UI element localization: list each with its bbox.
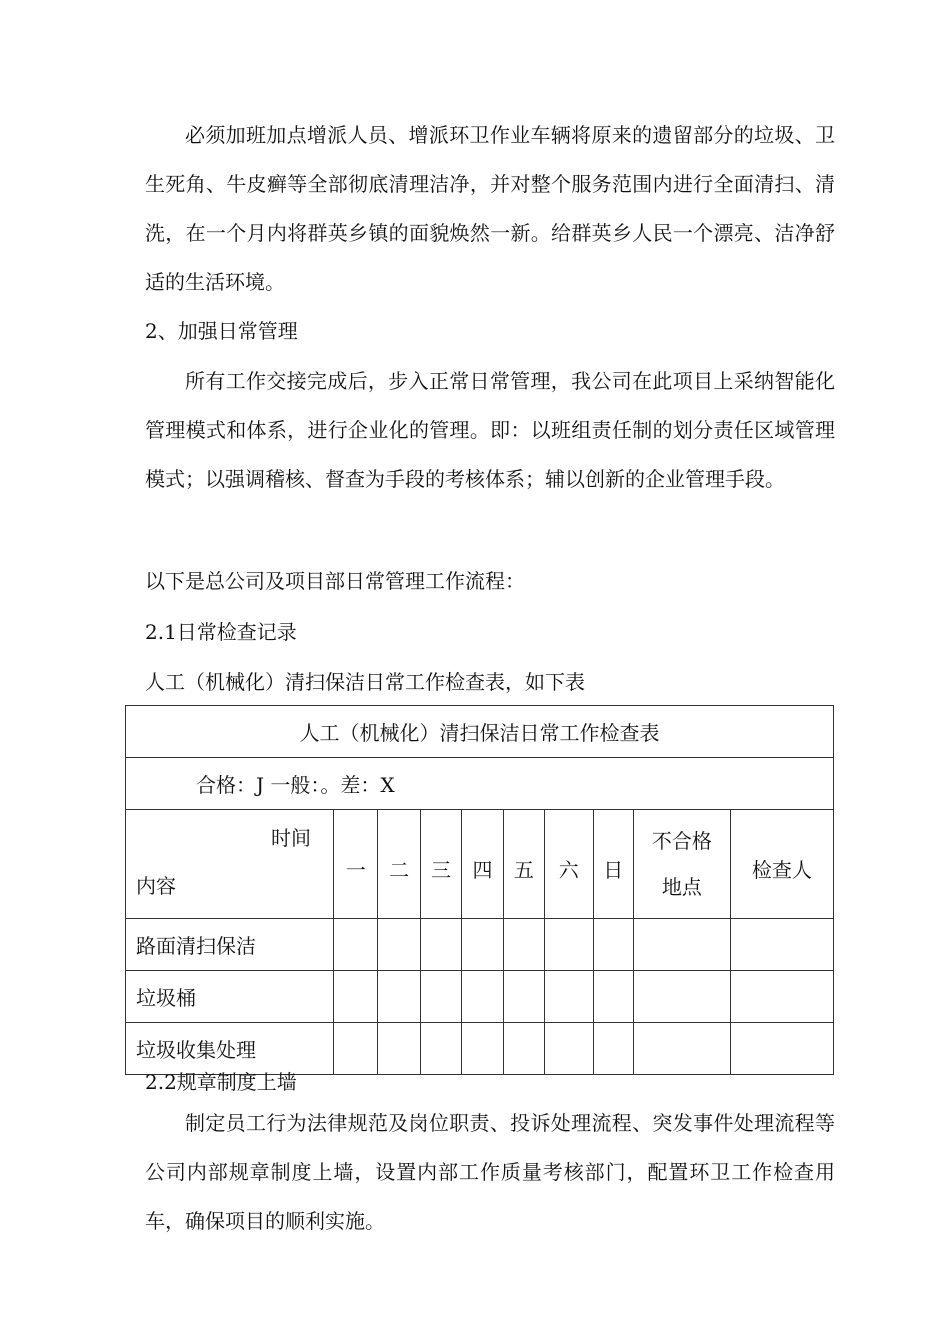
check-cell[interactable] — [593, 1023, 633, 1075]
paragraph-management-model: 所有工作交接完成后，步入正常日常管理，我公司在此项目上采纳智能化管理模式和体系，进行企业化的管理。即：以班组责任制的划分责任区域管理模式；以强调稽核、督查为手段的考核体系；辅以创新的企业管理手段。 — [145, 369, 835, 491]
row-label: 垃圾桶 — [126, 971, 334, 1023]
check-cell[interactable] — [503, 1023, 544, 1075]
check-cell[interactable] — [334, 1023, 378, 1075]
check-cell[interactable] — [334, 971, 378, 1023]
heading-daily-inspection: 2.1日常检查记录 — [145, 620, 297, 644]
check-cell[interactable] — [503, 971, 544, 1023]
inspector-header: 检查人 — [730, 810, 833, 919]
corner-header — [126, 810, 334, 919]
day-header: 六 — [545, 810, 593, 919]
day-header: 四 — [462, 810, 503, 919]
check-cell[interactable] — [420, 1023, 461, 1075]
day-header: 五 — [503, 810, 544, 919]
paragraph-cleanup: 必须加班加点增派人员、增派环卫作业车辆将原来的遗留部分的垃圾、卫生死角、牛皮癣等全部彻底清理洁净，并对整个服务范围内进行全面清扫、清洗，在一个月内将群英乡镇的面貌焕然一新。给群英乡人民一个漂亮、洁净舒适的生活环境。 — [145, 123, 835, 294]
inspector-cell[interactable] — [730, 1023, 833, 1075]
check-cell[interactable] — [503, 919, 544, 971]
fail-location-line-1: 不合格 — [651, 829, 712, 853]
day-header: 一 — [334, 810, 378, 919]
paragraph-rules: 制定员工行为法律规范及岗位职责、投诉处理流程、突发事件处理流程等公司内部规章制度上墙，设置内部工作质量考核部门，配置环卫工作检查用车，确保项目的顺利实施。 — [145, 1111, 835, 1233]
day-header: 三 — [420, 810, 461, 919]
corner-time-label: 时间 — [271, 826, 312, 850]
check-cell[interactable] — [545, 1023, 593, 1075]
check-cell[interactable] — [545, 971, 593, 1023]
corner-content-label: 内容 — [136, 874, 176, 898]
check-cell[interactable] — [420, 971, 461, 1023]
fail-location-cell[interactable] — [633, 971, 730, 1023]
fail-location-line-2: 地点 — [661, 875, 702, 899]
check-cell[interactable] — [545, 919, 593, 971]
check-cell[interactable] — [334, 919, 378, 971]
day-header: 二 — [378, 810, 420, 919]
check-cell[interactable] — [593, 971, 633, 1023]
table-title: 人工（机械化）清扫保洁日常工作检查表 — [126, 706, 834, 758]
inspector-cell[interactable] — [730, 971, 833, 1023]
inspection-table — [125, 705, 834, 1075]
check-cell[interactable] — [378, 1023, 420, 1075]
rating-legend: 合格：J 一般：。差：X — [126, 758, 834, 810]
flow-intro: 以下是总公司及项目部日常管理工作流程： — [145, 569, 525, 593]
table-row — [126, 919, 834, 971]
check-cell[interactable] — [378, 919, 420, 971]
check-cell[interactable] — [462, 919, 503, 971]
check-cell[interactable] — [378, 971, 420, 1023]
fail-location-cell[interactable] — [633, 919, 730, 971]
check-cell[interactable] — [593, 919, 633, 971]
fail-location-cell[interactable] — [633, 1023, 730, 1075]
check-cell[interactable] — [462, 971, 503, 1023]
check-cell[interactable] — [420, 919, 461, 971]
row-label: 垃圾收集处理 — [126, 1023, 334, 1075]
heading-daily-management: 2、加强日常管理 — [145, 319, 298, 343]
day-header: 日 — [593, 810, 633, 919]
row-label: 路面清扫保洁 — [126, 919, 334, 971]
check-cell[interactable] — [462, 1023, 503, 1075]
fail-location-header — [633, 810, 730, 919]
inspector-cell[interactable] — [730, 919, 833, 971]
table-row — [126, 971, 834, 1023]
table-intro: 人工（机械化）清扫保洁日常工作检查表，如下表 — [145, 670, 585, 694]
heading-rules-on-wall: 2.2规章制度上墙 — [145, 1070, 297, 1094]
